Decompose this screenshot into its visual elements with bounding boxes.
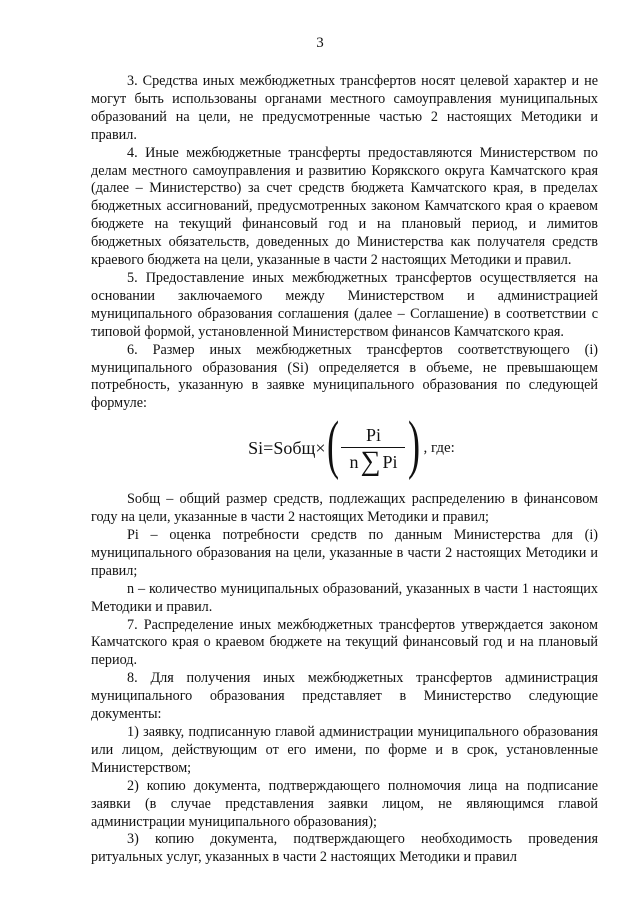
list-item-3: 3) копию документа, подтверждающего необходимость проведения ритуальных услуг, указанных в части 2 настоящих Методики и правил <box>91 831 598 866</box>
list-item-2: 2) копию документа, подтверждающего полномочия лица на подписание заявки (в случае представления заявки лицом, не являющимся главой администрации муниципального образования); <box>91 777 598 830</box>
paragraph-5: 5. Предоставление иных межбюджетных трансфертов осуществляется на основании заключаемого между Министерством и администрацией муниципального образования соглашения (далее – Соглашение) в соответствии с типовой формой, установленной Министерством финансов Камчатского края. <box>91 269 598 340</box>
formula-lhs: Si=Sобщ× <box>248 438 326 459</box>
formula-left-bracket: ( <box>326 408 339 482</box>
formula-fraction <box>341 424 405 477</box>
paragraph-4: 4. Иные межбюджетные трансферты предоставляются Министерством по делам местного самоуправления и развитию Корякского округа Камчатского края (далее – Министерство) за счет средств бюджета Камчатского края, в пределах бюджетных ассигнований, предусмотренных законом Камчатского края о краевом бюджете на текущий финансовый год и на плановый период, и лимитов бюджетных обязательств, доведенных до Министерства как получателя средств краевого бюджета на цели, указанные в части 2 настоящих Методики и правил. <box>91 144 598 269</box>
list-item-1: 1) заявку, подписанную главой администрации муниципального образования или лицом, действующим от его имени, по форме и в срок, установленные Министерством; <box>91 724 598 776</box>
definition-n: n – количество муниципальных образований, указанных в части 1 настоящих Методики и правил. <box>91 580 598 615</box>
formula-numerator: Pi <box>365 424 381 445</box>
definition-pi: Pi – оценка потребности средств по данным Министерства для (i) муниципального образования на цели, указанные в части 2 настоящих Методики и правил; <box>91 527 598 579</box>
paragraph-7: 7. Распределение иных межбюджетных трансфертов утверждается законом Камчатского края о краевом бюджете на текущий финансовый год и на плановый период. <box>91 616 598 669</box>
definition-sobsh: Sобщ – общий размер средств, подлежащих распределению в финансовом году на цели, указанные в части 2 настоящих Методики и правил; <box>91 491 598 526</box>
formula-right-bracket: ) <box>408 408 421 482</box>
paragraph-8: 8. Для получения иных межбюджетных трансфертов администрация муниципального образования представляет в Министерство следующие документы: <box>91 670 598 723</box>
formula-den-pi: Pi <box>382 451 398 472</box>
formula-denominator <box>349 445 398 477</box>
paragraph-6: 6. Размер иных межбюджетных трансфертов соответствующего (i) муниципального образования (Si) определяется в объеме, не превышающем потребность, указанную в заявке муниципального образования по следующей формуле: <box>91 341 598 412</box>
formula-tail: , где: <box>423 440 455 457</box>
formula <box>91 408 598 482</box>
formula-den-n: n <box>349 451 359 472</box>
page-number: 3 <box>316 35 324 51</box>
paragraph-3: 3. Средства иных межбюджетных трансфертов носят целевой характер и не могут быть использованы органами местного самоуправления муниципальных образований на цели, не предусмотренные частью 2 настоящих Методики и правил. <box>91 73 598 143</box>
document-body <box>91 73 598 867</box>
sigma-icon: ∑ <box>360 445 381 477</box>
